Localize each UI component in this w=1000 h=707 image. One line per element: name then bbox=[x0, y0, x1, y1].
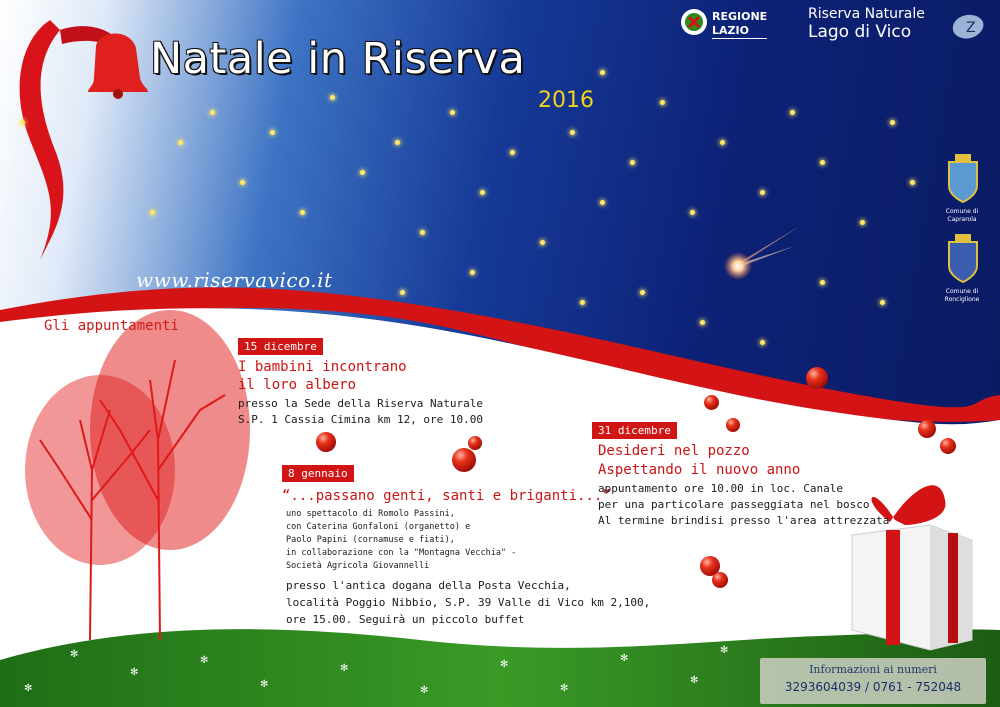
event-3-text-line1: appuntamento ore 10.00 in loc. Canale bbox=[598, 482, 844, 495]
event-3-title-line2: Aspettando il nuovo anno bbox=[598, 462, 801, 478]
star bbox=[640, 290, 645, 295]
info-label: Informazioni ai numeri bbox=[809, 663, 937, 676]
regione-line1: REGIONE bbox=[712, 10, 768, 23]
info-box bbox=[760, 658, 986, 704]
ronciglione-shield-icon bbox=[945, 232, 981, 284]
regione-line2: LAZIO bbox=[712, 24, 749, 37]
star bbox=[150, 210, 155, 215]
star bbox=[510, 150, 515, 155]
poster-year: 2016 bbox=[538, 88, 594, 113]
riserva-line2: Lago di Vico bbox=[808, 22, 912, 42]
star bbox=[420, 230, 425, 235]
event-2-date: 8 gennaio bbox=[282, 465, 354, 482]
snowflake-icon: ✻ bbox=[200, 655, 209, 666]
snowflake-icon: ✻ bbox=[24, 683, 33, 694]
snowflake-icon: ✻ bbox=[560, 683, 569, 694]
event-2-text-line2: località Poggio Nibbio, S.P. 39 Valle di Vico km 2,100, bbox=[286, 596, 651, 609]
star bbox=[600, 70, 605, 75]
star bbox=[450, 110, 455, 115]
event-2-small-line1: uno spettacolo di Romolo Passini, bbox=[286, 509, 455, 519]
event-1-text-line2: S.P. 1 Cassia Cimina km 12, ore 10.00 bbox=[238, 413, 484, 426]
star bbox=[860, 220, 865, 225]
snowflake-icon: ✻ bbox=[720, 645, 729, 656]
snowflake-icon: ✻ bbox=[690, 675, 699, 686]
star bbox=[660, 100, 665, 105]
event-2-small-line5: Società Agricola Giovannelli bbox=[286, 561, 430, 571]
bell-icon bbox=[88, 34, 148, 100]
ornament-ball bbox=[940, 438, 956, 454]
snowflake-icon: ✻ bbox=[620, 653, 629, 664]
event-3-text-line3: Al termine brindisi presso l'area attrezzata bbox=[598, 514, 890, 527]
star bbox=[630, 160, 635, 165]
snowflake-icon: ✻ bbox=[260, 679, 269, 690]
event-2-text-line1: presso l'antica dogana della Posta Vecchia, bbox=[286, 579, 571, 592]
svg-text:Z: Z bbox=[966, 20, 976, 36]
star bbox=[890, 120, 895, 125]
ornament-ball bbox=[468, 436, 482, 450]
star bbox=[300, 210, 305, 215]
star bbox=[720, 140, 725, 145]
ornament-ball bbox=[806, 367, 828, 389]
ornament-ball bbox=[712, 572, 728, 588]
star bbox=[760, 190, 765, 195]
event-3-title-line1: Desideri nel pozzo bbox=[598, 443, 750, 459]
star bbox=[700, 320, 705, 325]
riserva-line1: Riserva Naturale bbox=[808, 6, 925, 22]
star bbox=[360, 170, 365, 175]
ornament-ball bbox=[316, 432, 336, 452]
star bbox=[20, 120, 25, 125]
star bbox=[210, 110, 215, 115]
comet bbox=[724, 226, 800, 280]
regione-lazio-logo bbox=[712, 10, 767, 39]
event-2-small-line2: con Caterina Gonfaloni (organetto) e bbox=[286, 522, 471, 532]
event-1-text-line1: presso la Sede della Riserva Naturale bbox=[238, 397, 484, 410]
event-2-text-line3: ore 15.00. Seguirà un piccolo buffet bbox=[286, 613, 525, 626]
event-1-title-line1: I bambini incontrano bbox=[238, 359, 407, 375]
event-3-date: 31 dicembre bbox=[592, 422, 677, 439]
snowflake-icon: ✻ bbox=[340, 663, 349, 674]
star bbox=[470, 270, 475, 275]
star bbox=[270, 130, 275, 135]
snowflake-icon: ✻ bbox=[420, 685, 429, 696]
snowflake-icon: ✻ bbox=[500, 659, 509, 670]
comune-ronciglione-label: Comune di Ronciglione bbox=[944, 288, 980, 303]
star bbox=[880, 300, 885, 305]
regione-lazio-emblem-icon bbox=[680, 8, 708, 36]
star bbox=[820, 280, 825, 285]
star bbox=[600, 200, 605, 205]
star bbox=[330, 95, 335, 100]
caprarola-shield-icon bbox=[945, 152, 981, 204]
section-title: Gli appuntamenti bbox=[44, 318, 179, 334]
event-1-date: 15 dicembre bbox=[238, 338, 323, 355]
star bbox=[910, 180, 915, 185]
ornament-ball bbox=[704, 395, 719, 410]
star bbox=[790, 110, 795, 115]
star bbox=[240, 180, 245, 185]
star bbox=[480, 190, 485, 195]
star bbox=[820, 160, 825, 165]
lago-di-vico-logo-icon bbox=[950, 8, 986, 44]
event-2-title: “...passano genti, santi e briganti...” bbox=[282, 488, 611, 504]
event-2-small-line3: Paolo Papini (cornamuse e fiati), bbox=[286, 535, 455, 545]
snowflake-icon: ✻ bbox=[70, 649, 79, 660]
comune-caprarola-label: Comune di Caprarola bbox=[945, 208, 979, 223]
snowflake-icon: ✻ bbox=[130, 667, 139, 678]
ornament-ball bbox=[918, 420, 936, 438]
event-2-small-line4: in collaborazione con la "Montagna Vecchia" - bbox=[286, 548, 517, 558]
star bbox=[690, 210, 695, 215]
event-3-text-line2: per una particolare passeggiata nel bosco bbox=[598, 498, 870, 511]
ornament-ball bbox=[452, 448, 476, 472]
ornament-ball bbox=[726, 418, 740, 432]
star bbox=[400, 290, 405, 295]
star bbox=[580, 300, 585, 305]
event-1-title-line2: il loro albero bbox=[238, 377, 357, 393]
star bbox=[760, 340, 765, 345]
website-link[interactable]: www.riservavico.it bbox=[136, 268, 333, 292]
star bbox=[178, 140, 183, 145]
star bbox=[540, 240, 545, 245]
poster-title: Natale in Riserva bbox=[150, 34, 526, 84]
logos-header bbox=[680, 6, 990, 50]
star bbox=[570, 130, 575, 135]
star bbox=[395, 140, 400, 145]
info-phone-numbers[interactable]: 3293604039 / 0761 - 752048 bbox=[784, 680, 962, 694]
